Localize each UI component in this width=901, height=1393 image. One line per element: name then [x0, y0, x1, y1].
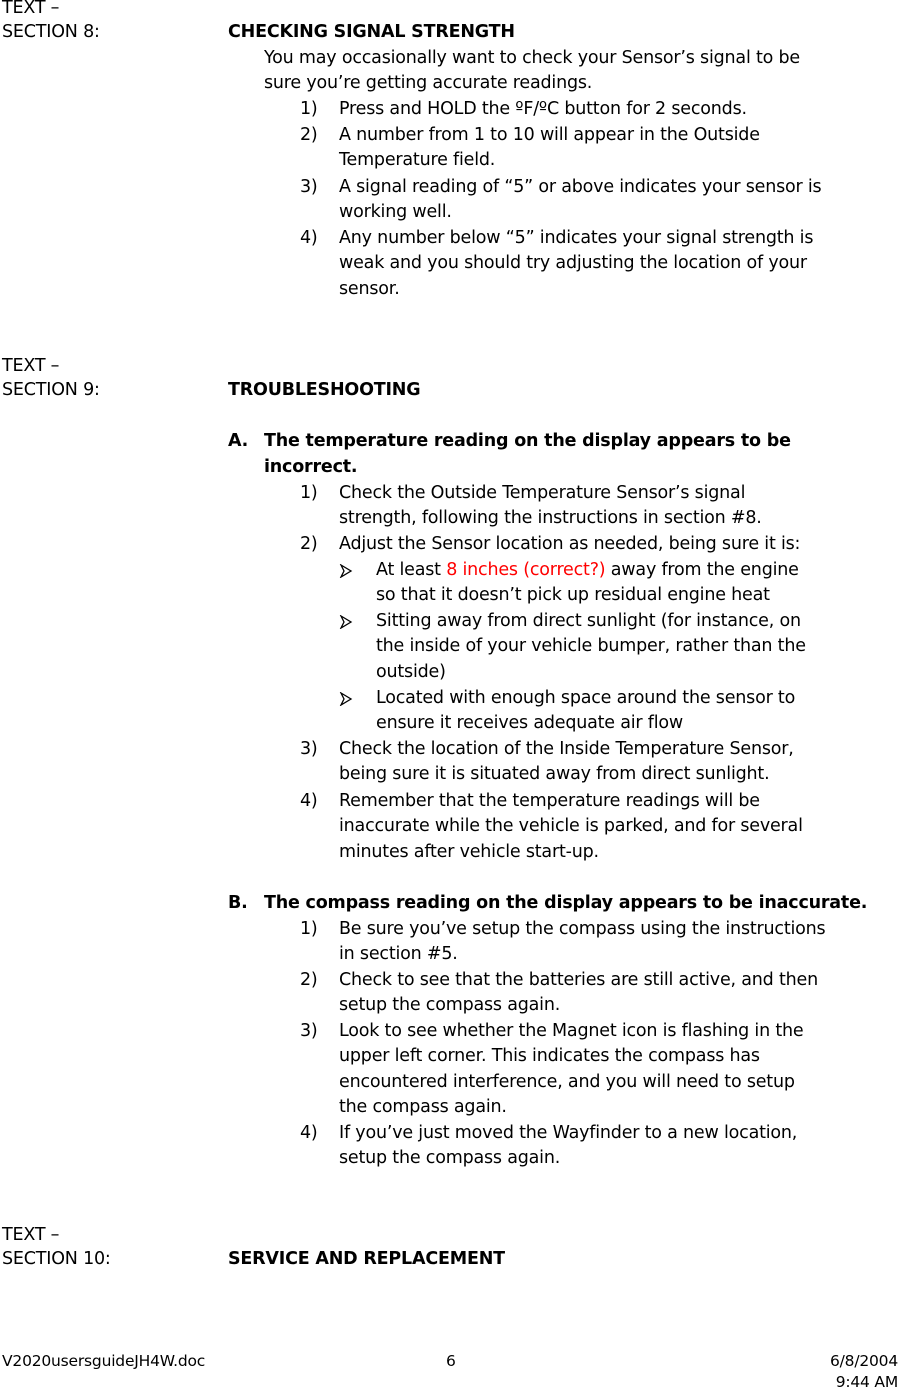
- b-step-3-text: upper left corner. This indicates the compass has: [339, 1046, 760, 1066]
- b-step-4-number: 4): [300, 1123, 318, 1143]
- problem-a-heading: incorrect.: [264, 457, 358, 477]
- b-step-1-text: Be sure you’ve setup the compass using the instructions: [339, 919, 826, 939]
- a-step-1-text: Check the Outside Temperature Sensor’s signal: [339, 483, 746, 503]
- b-step-3-number: 3): [300, 1021, 318, 1041]
- s8-step-4-text: Any number below “5” indicates your signal strength is: [339, 228, 814, 248]
- footer-date: 6/8/2004: [829, 1352, 898, 1370]
- s8-step-2-text: A number from 1 to 10 will appear in the Outside: [339, 125, 760, 145]
- problem-b-letter: B.: [228, 893, 248, 913]
- section-8-title: CHECKING SIGNAL STRENGTH: [228, 22, 515, 42]
- s8-step-3-text: A signal reading of “5” or above indicates your sensor is: [339, 177, 822, 197]
- a-step-1-number: 1): [300, 483, 318, 503]
- a-step-3-number: 3): [300, 739, 318, 759]
- section-9-label-line1: TEXT –: [2, 356, 60, 376]
- b-step-4-text: setup the compass again.: [339, 1148, 561, 1168]
- a-step-4-text: minutes after vehicle start-up.: [339, 842, 599, 862]
- section-8-intro-line1: You may occasionally want to check your Sensor’s signal to be: [264, 48, 800, 68]
- s8-step-4-text: weak and you should try adjusting the location of your: [339, 253, 807, 273]
- bullet-2-text: Sitting away from direct sunlight (for instance, on: [376, 611, 801, 631]
- bullet-1-highlight: 8 inches (correct?): [446, 560, 606, 580]
- b-step-3-text: the compass again.: [339, 1097, 507, 1117]
- b-step-2-text: Check to see that the batteries are still active, and then: [339, 970, 818, 990]
- footer-page-number: 6: [446, 1352, 456, 1370]
- section-10-label-line1: TEXT –: [2, 1225, 60, 1245]
- s8-step-2-text: Temperature field.: [339, 150, 496, 170]
- problem-a-heading: The temperature reading on the display appears to be: [264, 431, 791, 451]
- footer-filename: V2020usersguideJH4W.doc: [2, 1352, 206, 1370]
- a-step-4-text: inaccurate while the vehicle is parked, and for several: [339, 816, 803, 836]
- section-8-intro-line2: sure you’re getting accurate readings.: [264, 73, 593, 93]
- s8-step-3-number: 3): [300, 177, 318, 197]
- bullet-1-text: At least 8 inches (correct?) away from the engine: [376, 560, 799, 580]
- b-step-1-text: in section #5.: [339, 944, 458, 964]
- s8-step-1-text: Press and HOLD the ºF/ºC button for 2 seconds.: [339, 99, 747, 119]
- b-step-2-text: setup the compass again.: [339, 995, 561, 1015]
- bullet-2-text: outside): [376, 662, 446, 682]
- bullet-2-text: the inside of your vehicle bumper, rather than the: [376, 636, 806, 656]
- problem-b-heading: The compass reading on the display appears to be inaccurate.: [264, 893, 868, 913]
- section-8-label-line1: TEXT –: [2, 0, 60, 18]
- section-9-label-line2: SECTION 9:: [2, 380, 100, 400]
- b-step-3-text: encountered interference, and you will need to setup: [339, 1072, 795, 1092]
- b-step-1-number: 1): [300, 919, 318, 939]
- a-step-2-number: 2): [300, 534, 318, 554]
- s8-step-2-number: 2): [300, 125, 318, 145]
- section-9-title: TROUBLESHOOTING: [228, 380, 421, 400]
- bullet-3-text: Located with enough space around the sensor to: [376, 688, 796, 708]
- a-step-4-text: Remember that the temperature readings will be: [339, 791, 760, 811]
- s8-step-1-number: 1): [300, 99, 318, 119]
- section-10-label-line2: SECTION 10:: [2, 1249, 111, 1269]
- bullet-1-text: so that it doesn’t pick up residual engine heat: [376, 585, 770, 605]
- s8-step-3-text: working well.: [339, 202, 452, 222]
- a-step-1-text: strength, following the instructions in section #8.: [339, 508, 762, 528]
- footer-time: 9:44 AM: [835, 1373, 898, 1391]
- a-step-4-number: 4): [300, 791, 318, 811]
- bullet-3-text: ensure it receives adequate air flow: [376, 713, 684, 733]
- b-step-3-text: Look to see whether the Magnet icon is flashing in the: [339, 1021, 804, 1041]
- b-step-2-number: 2): [300, 970, 318, 990]
- problem-a-letter: A.: [228, 431, 249, 451]
- section-10-title: SERVICE AND REPLACEMENT: [228, 1249, 505, 1269]
- section-8-label-line2: SECTION 8:: [2, 22, 100, 42]
- s8-step-4-text: sensor.: [339, 279, 400, 299]
- a-step-2-text: Adjust the Sensor location as needed, being sure it is:: [339, 534, 801, 554]
- a-step-3-text: being sure it is situated away from direct sunlight.: [339, 764, 770, 784]
- a-step-3-text: Check the location of the Inside Temperature Sensor,: [339, 739, 794, 759]
- b-step-4-text: If you’ve just moved the Wayfinder to a new location,: [339, 1123, 798, 1143]
- s8-step-4-number: 4): [300, 228, 318, 248]
